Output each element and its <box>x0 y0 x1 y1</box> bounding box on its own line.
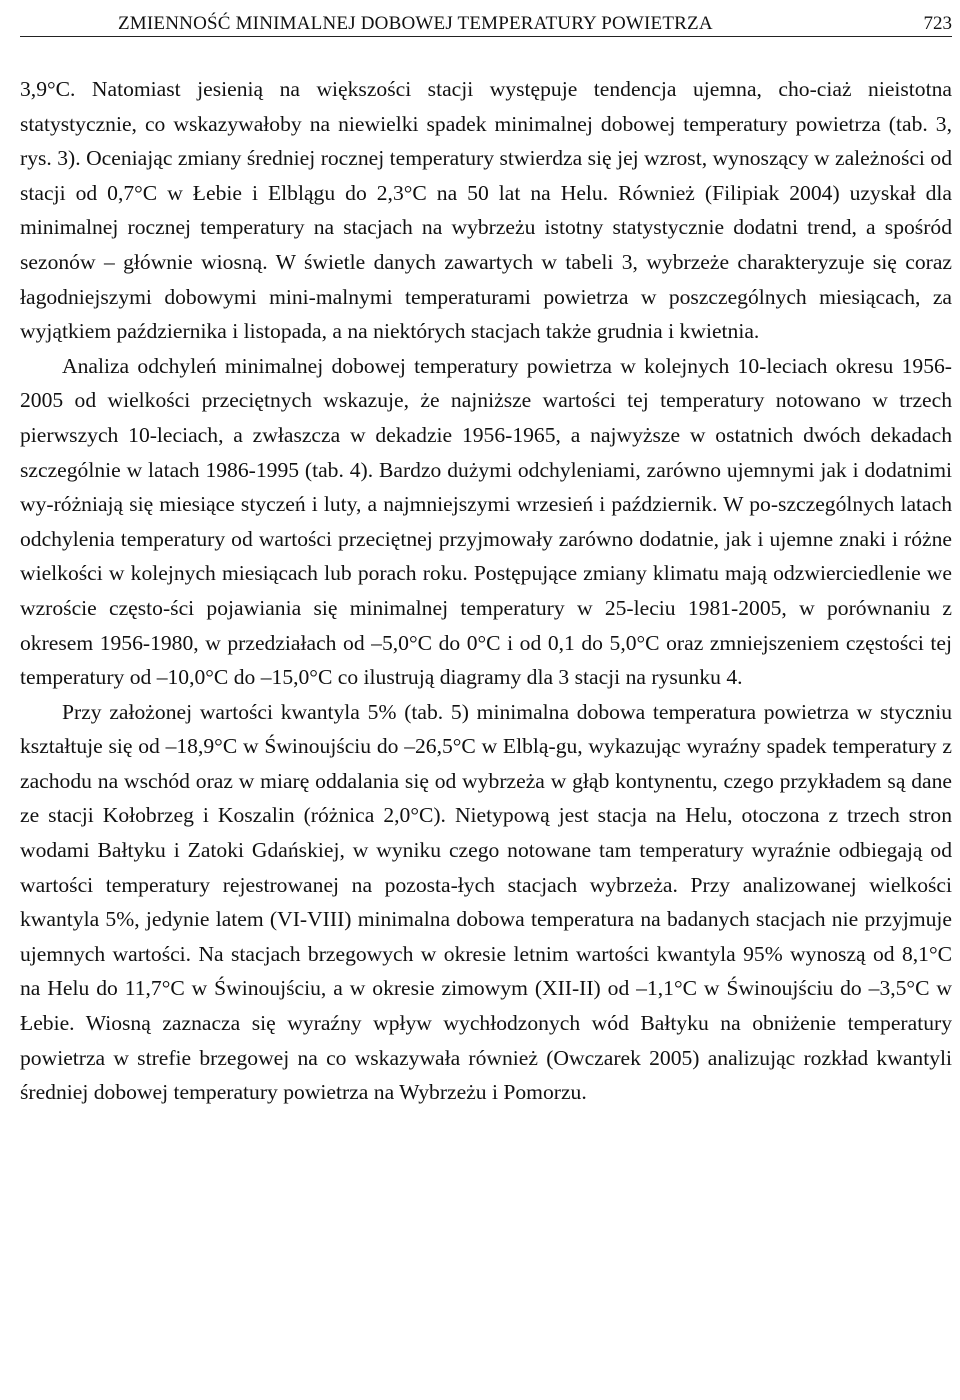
journal-page <box>20 0 952 1400</box>
paragraph-continuation: 3,9°C. Natomiast jesienią na większości stacji występuje tendencja ujemna, cho-ciaż nieistotna statystycznie, co wskazywałoby na niewielki spadek minimalnej dobowej temperatury powietrza (tab. 3, rys. 3). Oceniając zmiany średniej rocznej temperatury stwierdza się jej wzrost, wynoszący w zależności od stacji od 0,7°C w Łebie i Elblągu do 2,3°C na 50 lat na Helu. Również (Filipiak 2004) uzyskał dla minimalnej rocznej temperatury na stacjach na wybrzeżu istotny statystycznie dodatni trend, a spośród sezonów – głównie wiosną. W świetle danych zawartych w tabeli 3, wybrzeże charakteryzuje się coraz łagodniejszymi dobowymi mini-malnymi temperaturami powietrza w poszczególnych miesiącach, za wyjątkiem października i listopada, a na niektórych stacjach także grudnia i kwietnia. <box>20 77 952 344</box>
article-body <box>20 72 952 1110</box>
running-title: ZMIENNOŚĆ MINIMALNEJ DOBOWEJ TEMPERATURY POWIETRZA <box>118 13 713 34</box>
paragraph-quantile-analysis: Przy założonej wartości kwantyla 5% (tab. 5) minimalna dobowa temperatura powietrza w styczniu kształtuje się od –18,9°C w Świnoujściu do –26,5°C w Elblą-gu, wykazując wyraźny spadek temperatury z zachodu na wschód oraz w miarę oddalania się od wybrzeża w głąb kontynentu, czego przykładem są dane ze stacji Kołobrzeg i Koszalin (różnica 2,0°C). Nietypową jest stacja na Helu, otoczona z trzech stron wodami Bałtyku i Zatoki Gdańskiej, w wyniku czego notowane tam temperatury wyraźnie odbiegają od wartości temperatury rejestrowanej na pozosta-łych stacjach wybrzeża. Przy analizowanej wielkości kwantyla 5%, jedynie latem (VI-VIII) minimalna dobowa temperatura na badanych stacjach nie przyjmuje ujemnych wartości. Na stacjach brzegowych w okresie letnim wartości kwantyla 95% wynoszą od 8,1°C na Helu do 11,7°C w Świnoujściu, a w okresie zimowym (XII-II) od –1,1°C w Świnoujściu do –3,5°C w Łebie. Wiosną zaznacza się wyraźny wpływ wychłodzonych wód Bałtyku na obniżenie temperatury powietrza w strefie brzegowej na co wskazywała również (Owczarek 2005) analizując rozkład kwantyli średniej dobowej temperatury powietrza na Wybrzeżu i Pomorzu. <box>20 699 952 1105</box>
running-header <box>20 6 952 37</box>
page-number: 723 <box>923 13 952 34</box>
paragraph-deviations-analysis: Analiza odchyleń minimalnej dobowej temperatury powietrza w kolejnych 10-leciach okresu 1956-2005 od wielkości przeciętnych wskazuje, że najniższe wartości tej temperatury notowano w trzech pierwszych 10-leciach, a zwłaszcza w dekadzie 1956-1965, a najwyższe w ostatnich dwóch dekadach szczególnie w latach 1986-1995 (tab. 4). Bardzo dużymi odchyleniami, zarówno ujemnymi jak i dodatnimi wy-różniają się miesiące styczeń i luty, a najmniejszymi wrzesień i październik. W po-szczególnych latach odchylenia temperatury od wartości przeciętnej przyjmowały zarówno dodatnie, jak i ujemne znaki i różne wielkości w kolejnych miesiącach lub porach roku. Postępujące zmiany klimatu mają odzwierciedlenie we wzroście często-ści pojawiania się minimalnej temperatury w 25-leciu 1981-2005, w porównaniu z okresem 1956-1980, w przedziałach od –5,0°C do 0°C i od 0,1 do 5,0°C oraz zmniejszeniem częstości tej temperatury od –10,0°C do –15,0°C co ilustrują diagramy dla 3 stacji na rysunku 4. <box>20 353 952 690</box>
